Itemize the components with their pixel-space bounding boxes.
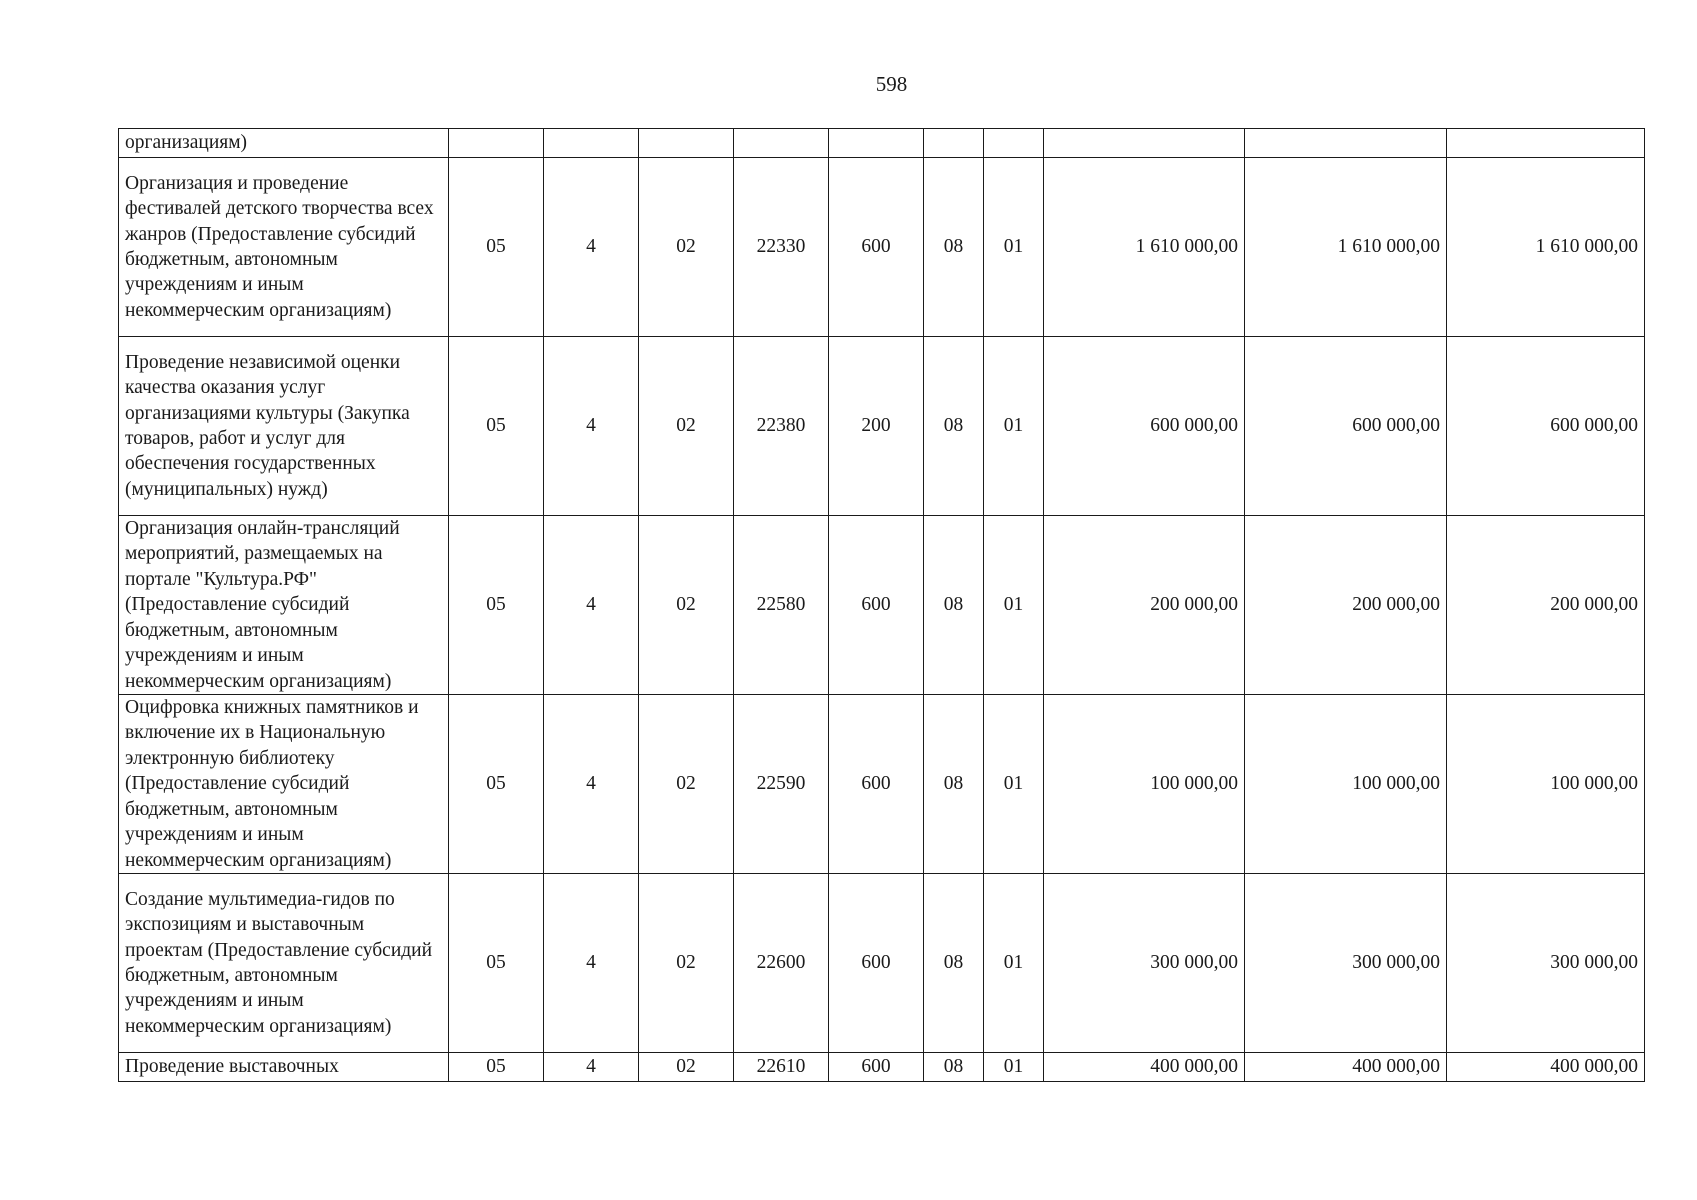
amount-year-2-cell <box>1245 129 1447 158</box>
table-row <box>119 158 1645 337</box>
subprogram-code-cell: 4 <box>544 337 639 516</box>
subprogram-code-cell: 4 <box>544 516 639 695</box>
subprogram-code-cell: 4 <box>544 158 639 337</box>
subsection-code-cell: 01 <box>984 874 1044 1053</box>
expense-code-cell: 22600 <box>734 874 829 1053</box>
budget-table <box>118 128 1645 1082</box>
amount-year-2-cell: 600 000,00 <box>1245 337 1447 516</box>
amount-year-3-cell: 400 000,00 <box>1447 1053 1645 1082</box>
amount-year-2-cell: 300 000,00 <box>1245 874 1447 1053</box>
amount-year-2-cell: 1 610 000,00 <box>1245 158 1447 337</box>
direction-code-cell: 02 <box>639 516 734 695</box>
row-name-cell: Оцифровка книжных памятников и включение их в Национальную электронную библиотеку (Предоставление субсидий бюджетным, автономным учреждениям и иным некоммерческим организациям) <box>119 695 449 874</box>
program-code-cell <box>449 129 544 158</box>
table-row <box>119 516 1645 695</box>
amount-year-2-cell: 100 000,00 <box>1245 695 1447 874</box>
table-row <box>119 874 1645 1053</box>
section-code-cell: 08 <box>924 1053 984 1082</box>
amount-year-1-cell: 1 610 000,00 <box>1044 158 1245 337</box>
expense-code-cell: 22330 <box>734 158 829 337</box>
subsection-code-cell: 01 <box>984 158 1044 337</box>
amount-year-3-cell: 100 000,00 <box>1447 695 1645 874</box>
direction-code-cell: 02 <box>639 337 734 516</box>
subsection-code-cell <box>984 129 1044 158</box>
program-code-cell: 05 <box>449 874 544 1053</box>
table-row <box>119 337 1645 516</box>
expense-code-cell <box>734 129 829 158</box>
row-name-cell: Проведение независимой оценки качества оказания услуг организациями культуры (Закупка товаров, работ и услуг для обеспечения государственных (муниципальных) нужд) <box>119 337 449 516</box>
section-code-cell: 08 <box>924 695 984 874</box>
program-code-cell: 05 <box>449 1053 544 1082</box>
table-row <box>119 129 1645 158</box>
program-code-cell: 05 <box>449 516 544 695</box>
section-code-cell: 08 <box>924 874 984 1053</box>
amount-year-1-cell: 100 000,00 <box>1044 695 1245 874</box>
direction-code-cell: 02 <box>639 695 734 874</box>
budget-table-body <box>119 129 1645 1082</box>
amount-year-3-cell: 600 000,00 <box>1447 337 1645 516</box>
amount-year-3-cell: 1 610 000,00 <box>1447 158 1645 337</box>
amount-year-1-cell: 600 000,00 <box>1044 337 1245 516</box>
expense-type-cell: 200 <box>829 337 924 516</box>
expense-type-cell <box>829 129 924 158</box>
amount-year-3-cell <box>1447 129 1645 158</box>
subsection-code-cell: 01 <box>984 1053 1044 1082</box>
direction-code-cell: 02 <box>639 158 734 337</box>
expense-type-cell: 600 <box>829 1053 924 1082</box>
subsection-code-cell: 01 <box>984 695 1044 874</box>
subprogram-code-cell: 4 <box>544 874 639 1053</box>
table-row <box>119 695 1645 874</box>
amount-year-1-cell <box>1044 129 1245 158</box>
section-code-cell: 08 <box>924 516 984 695</box>
program-code-cell: 05 <box>449 695 544 874</box>
section-code-cell: 08 <box>924 158 984 337</box>
amount-year-3-cell: 300 000,00 <box>1447 874 1645 1053</box>
subsection-code-cell: 01 <box>984 516 1044 695</box>
row-name-cell: Организация и проведение фестивалей детского творчества всех жанров (Предоставление субсидий бюджетным, автономным учреждениям и иным некоммерческим организациям) <box>119 158 449 337</box>
expense-code-cell: 22580 <box>734 516 829 695</box>
amount-year-2-cell: 400 000,00 <box>1245 1053 1447 1082</box>
expense-code-cell: 22590 <box>734 695 829 874</box>
expense-code-cell: 22610 <box>734 1053 829 1082</box>
amount-year-1-cell: 200 000,00 <box>1044 516 1245 695</box>
row-name-cell: Проведение выставочных <box>119 1053 449 1082</box>
page-number: 598 <box>875 72 908 96</box>
subprogram-code-cell: 4 <box>544 695 639 874</box>
table-row <box>119 1053 1645 1082</box>
expense-type-cell: 600 <box>829 158 924 337</box>
amount-year-2-cell: 200 000,00 <box>1245 516 1447 695</box>
row-name-cell: Создание мультимедиа-гидов по экспозициям и выставочным проектам (Предоставление субсидий бюджетным, автономным учреждениям и иным некоммерческим организациям) <box>119 874 449 1053</box>
row-name-cell: организациям) <box>119 129 449 158</box>
subprogram-code-cell: 4 <box>544 1053 639 1082</box>
subprogram-code-cell <box>544 129 639 158</box>
row-name-cell: Организация онлайн-трансляций мероприятий, размещаемых на портале "Культура.РФ" (Предоставление субсидий бюджетным, автономным учреждениям и иным некоммерческим организациям) <box>119 516 449 695</box>
direction-code-cell: 02 <box>639 1053 734 1082</box>
expense-type-cell: 600 <box>829 516 924 695</box>
amount-year-1-cell: 300 000,00 <box>1044 874 1245 1053</box>
section-code-cell: 08 <box>924 337 984 516</box>
amount-year-3-cell: 200 000,00 <box>1447 516 1645 695</box>
amount-year-1-cell: 400 000,00 <box>1044 1053 1245 1082</box>
expense-type-cell: 600 <box>829 695 924 874</box>
expense-type-cell: 600 <box>829 874 924 1053</box>
program-code-cell: 05 <box>449 158 544 337</box>
direction-code-cell <box>639 129 734 158</box>
subsection-code-cell: 01 <box>984 337 1044 516</box>
section-code-cell <box>924 129 984 158</box>
program-code-cell: 05 <box>449 337 544 516</box>
direction-code-cell: 02 <box>639 874 734 1053</box>
expense-code-cell: 22380 <box>734 337 829 516</box>
